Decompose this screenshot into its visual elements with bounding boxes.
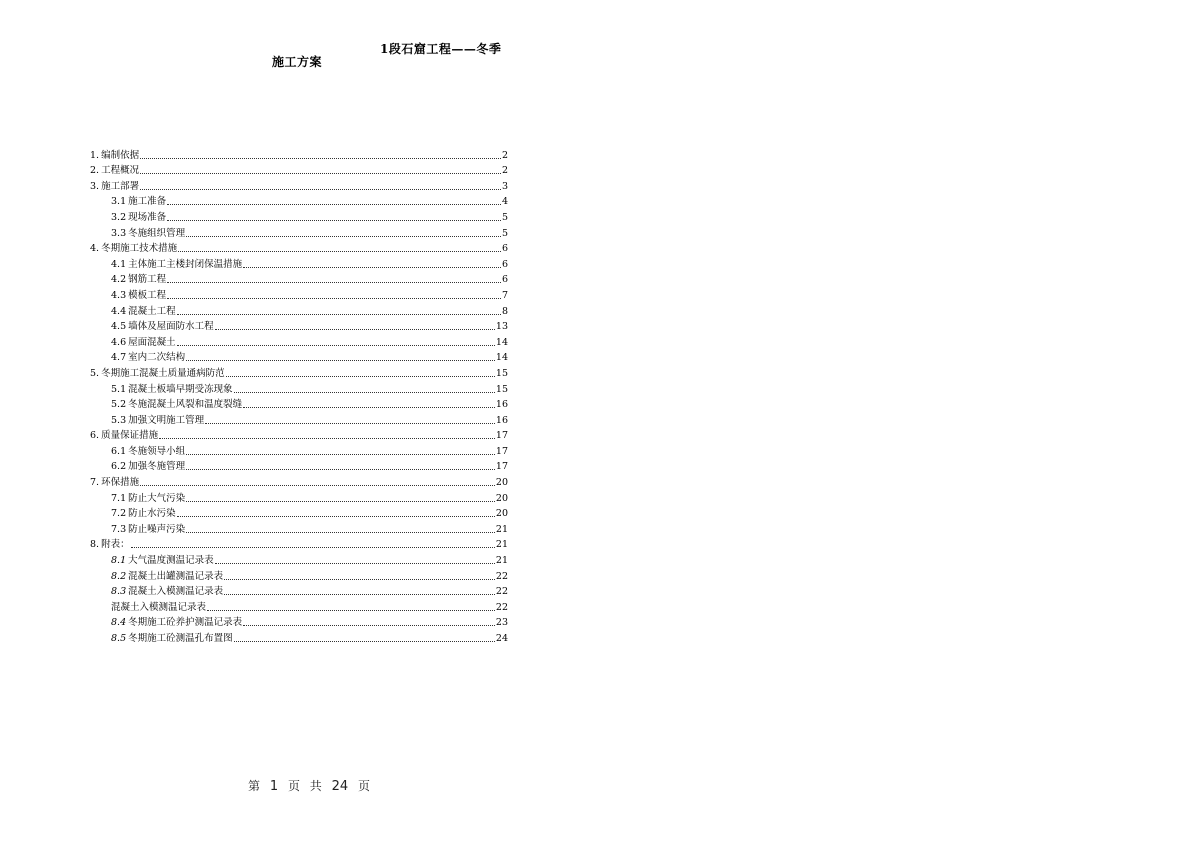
toc-entry[interactable] <box>90 411 508 427</box>
toc-dot-leader <box>178 251 501 252</box>
toc-entry[interactable] <box>90 224 508 240</box>
toc-entry-number: 8.4 <box>111 617 127 629</box>
toc-entry[interactable] <box>90 427 508 443</box>
toc-dot-leader <box>186 360 495 361</box>
toc-entry[interactable] <box>90 286 508 302</box>
toc-entry-number: 4. <box>90 243 100 255</box>
toc-entry-page-number: 6 <box>501 258 508 270</box>
toc-entry-text: 冬期施工砼养护测温记录表 <box>128 617 243 629</box>
toc-entry-text: 加强文明施工管理 <box>128 414 205 426</box>
toc-entry-page-number: 3 <box>501 180 508 192</box>
toc-entry[interactable] <box>90 302 508 318</box>
toc-entry[interactable] <box>90 333 508 349</box>
toc-entry-text: 冬期施工技术措施 <box>101 243 178 255</box>
toc-dot-leader <box>186 236 501 237</box>
toc-entry-number: 3.3 <box>111 227 127 239</box>
toc-entry-text: 冬施领导小组 <box>128 445 186 457</box>
toc-entry-number: 8.3 <box>111 586 127 598</box>
footer-label-gong: 共 <box>309 779 322 793</box>
toc-entry-number: 7.1 <box>111 492 127 504</box>
toc-entry-page-number: 2 <box>501 149 508 161</box>
toc-entry[interactable] <box>90 505 508 521</box>
toc-entry[interactable] <box>90 349 508 365</box>
toc-dot-leader <box>186 454 495 455</box>
toc-entry-number: 6. <box>90 430 100 442</box>
toc-entry-page-number: 4 <box>501 196 508 208</box>
toc-entry[interactable] <box>90 458 508 474</box>
page-footer <box>248 777 376 794</box>
document-title-line2: 施工方案 <box>272 55 323 69</box>
toc-entry-text: 混凝土入模测温记录表 <box>128 586 224 598</box>
toc-dot-leader <box>140 189 501 190</box>
toc-entry[interactable] <box>90 396 508 412</box>
toc-entry-number: 3. <box>90 180 100 192</box>
toc-entry-number: 4.7 <box>111 352 127 364</box>
toc-entry[interactable] <box>90 629 508 645</box>
toc-entry-text: 冬施组织管理 <box>128 227 186 239</box>
toc-entry-page-number: 16 <box>495 399 508 411</box>
toc-entry[interactable] <box>90 364 508 380</box>
toc-entry-text: 墙体及屋面防水工程 <box>128 321 214 333</box>
toc-entry-page-number: 17 <box>495 445 508 457</box>
toc-entry-text: 混凝土板墙早期受冻现象 <box>128 383 233 395</box>
toc-entry-page-number: 22 <box>495 601 508 613</box>
toc-entry[interactable] <box>90 255 508 271</box>
toc-entry-text: 防止水污染 <box>128 508 176 520</box>
toc-entry-page-number: 22 <box>495 570 508 582</box>
toc-entry-page-number: 5 <box>501 211 508 223</box>
toc-entry-page-number: 21 <box>495 523 508 535</box>
toc-entry-text: 现场准备 <box>128 211 167 223</box>
toc-entry[interactable] <box>90 489 508 505</box>
toc-dot-leader <box>215 563 495 564</box>
toc-entry-text: 编制依据 <box>101 149 140 161</box>
toc-dot-leader <box>167 282 501 283</box>
toc-dot-leader <box>167 220 501 221</box>
toc-dot-leader <box>177 314 501 315</box>
toc-entry-number: 4.4 <box>111 305 127 317</box>
toc-entry-page-number: 6 <box>501 243 508 255</box>
toc-dot-leader <box>177 345 495 346</box>
toc-entry-page-number: 8 <box>501 305 508 317</box>
toc-dot-leader <box>177 516 495 517</box>
footer-current-page: 1 <box>269 779 279 794</box>
toc-entry-text: 主体施工主楼封闭保温措施 <box>128 258 243 270</box>
toc-dot-leader <box>167 298 501 299</box>
toc-entry[interactable] <box>90 177 508 193</box>
toc-entry-page-number: 6 <box>501 274 508 286</box>
footer-total-pages: 24 <box>331 779 349 794</box>
toc-entry-number: 6.1 <box>111 445 127 457</box>
toc-dot-leader <box>215 329 495 330</box>
toc-entry-text: 加强冬施管理 <box>128 461 186 473</box>
toc-entry-text: 施工部署 <box>101 180 140 192</box>
footer-label-ye: 页 <box>287 779 300 793</box>
toc-dot-leader <box>234 392 495 393</box>
toc-entry[interactable] <box>90 567 508 583</box>
toc-entry-number: 4.5 <box>111 321 127 333</box>
toc-entry[interactable] <box>90 536 508 552</box>
toc-dot-leader <box>159 438 495 439</box>
toc-dot-leader <box>140 173 501 174</box>
toc-entry-text: 附表： <box>101 539 130 551</box>
toc-entry-text: 工程概况 <box>101 165 140 177</box>
toc-dot-leader <box>186 469 495 470</box>
toc-entry-page-number: 20 <box>495 508 508 520</box>
toc-entry-text: 防止噪声污染 <box>128 523 186 535</box>
toc-entry-text: 防止大气污染 <box>128 492 186 504</box>
toc-entry-text: 混凝土工程 <box>128 305 176 317</box>
toc-dot-leader <box>243 267 501 268</box>
toc-entry-number: 2. <box>90 165 100 177</box>
toc-dot-leader <box>186 501 495 502</box>
toc-entry-page-number: 17 <box>495 430 508 442</box>
toc-entry-text: 钢筋工程 <box>128 274 167 286</box>
toc-entry-page-number: 14 <box>495 336 508 348</box>
toc-entry-page-number: 22 <box>495 586 508 598</box>
toc-dot-leader <box>140 158 501 159</box>
toc-entry[interactable] <box>90 442 508 458</box>
toc-entry-text: 混凝土入模测温记录表 <box>111 601 207 613</box>
toc-dot-leader <box>243 407 495 408</box>
document-title-line1: 1段石窟工程——冬季 <box>380 42 502 56</box>
toc-entry-text: 冬期施工混凝土质量通病防范 <box>101 367 225 379</box>
toc-entry-page-number: 21 <box>495 555 508 567</box>
toc-entry-text: 室内二次结构 <box>128 352 186 364</box>
toc-entry-text: 屋面混凝土 <box>128 336 176 348</box>
toc-entry[interactable] <box>90 598 508 614</box>
toc-entry-number: 5.1 <box>111 383 127 395</box>
toc-entry-text: 质量保证措施 <box>101 430 159 442</box>
toc-entry-text: 混凝土出罐测温记录表 <box>128 570 224 582</box>
toc-entry-page-number: 2 <box>501 165 508 177</box>
toc-dot-leader <box>224 594 495 595</box>
toc-entry-page-number: 23 <box>495 617 508 629</box>
toc-entry-number: 6.2 <box>111 461 127 473</box>
toc-entry-page-number: 20 <box>495 477 508 489</box>
toc-entry-number: 8.1 <box>111 555 127 567</box>
toc-entry-page-number: 15 <box>495 367 508 379</box>
toc-entry[interactable] <box>90 473 508 489</box>
toc-dot-leader <box>234 641 495 642</box>
toc-entry-text: 冬施混凝土风裂和温度裂缝 <box>128 399 243 411</box>
toc-entry[interactable] <box>90 583 508 599</box>
toc-entry-page-number: 16 <box>495 414 508 426</box>
footer-label-ye-end: 页 <box>358 779 371 793</box>
table-of-contents <box>90 146 508 645</box>
toc-entry[interactable] <box>90 271 508 287</box>
toc-entry[interactable] <box>90 146 508 162</box>
toc-entry-number: 3.1 <box>111 196 127 208</box>
toc-entry-page-number: 21 <box>495 539 508 551</box>
toc-entry-text: 环保措施 <box>101 477 140 489</box>
toc-entry-text: 施工准备 <box>128 196 167 208</box>
toc-dot-leader <box>186 532 495 533</box>
toc-entry-number: 4.6 <box>111 336 127 348</box>
toc-entry[interactable] <box>90 551 508 567</box>
toc-entry-number: 7.3 <box>111 523 127 535</box>
toc-entry-text: 大气温度测温记录表 <box>128 555 214 567</box>
toc-dot-leader <box>224 579 495 580</box>
toc-entry-number: 4.1 <box>111 258 127 270</box>
toc-entry[interactable] <box>90 380 508 396</box>
toc-entry-page-number: 17 <box>495 461 508 473</box>
toc-entry[interactable] <box>90 240 508 256</box>
toc-entry[interactable] <box>90 614 508 630</box>
toc-dot-leader <box>226 376 495 377</box>
toc-entry[interactable] <box>90 318 508 334</box>
toc-entry-number: 7. <box>90 477 100 489</box>
toc-entry[interactable] <box>90 208 508 224</box>
toc-dot-leader <box>207 610 495 611</box>
toc-entry-number: 8.2 <box>111 570 127 582</box>
toc-entry-page-number: 24 <box>495 633 508 644</box>
toc-entry-number: 5.3 <box>111 414 127 426</box>
toc-entry-page-number: 14 <box>495 352 508 364</box>
toc-entry-number: 3.2 <box>111 211 127 223</box>
toc-entry-number: 1. <box>90 149 100 161</box>
toc-entry-text: 冬期施工砼测温孔布置图 <box>128 633 233 644</box>
toc-entry-number: 4.2 <box>111 274 127 286</box>
toc-entry-number: 8. <box>90 539 100 551</box>
toc-entry-number: 7.2 <box>111 508 127 520</box>
toc-entry-number: 5.2 <box>111 399 127 411</box>
toc-entry-page-number: 15 <box>495 383 508 395</box>
toc-entry[interactable] <box>90 520 508 536</box>
toc-entry-text: 模板工程 <box>128 289 167 301</box>
toc-dot-leader <box>167 204 501 205</box>
toc-dot-leader <box>243 625 495 626</box>
toc-entry-page-number: 13 <box>495 321 508 333</box>
toc-entry-page-number: 5 <box>501 227 508 239</box>
toc-entry[interactable] <box>90 193 508 209</box>
toc-entry-number: 5. <box>90 367 100 379</box>
toc-entry-number: 8.5 <box>111 633 127 644</box>
toc-entry[interactable] <box>90 162 508 178</box>
toc-entry-number: 4.3 <box>111 289 127 301</box>
footer-label-di: 第 <box>248 779 261 793</box>
toc-dot-leader <box>131 547 495 548</box>
toc-dot-leader <box>205 423 495 424</box>
toc-entry-page-number: 7 <box>501 289 508 301</box>
toc-entry-page-number: 20 <box>495 492 508 504</box>
toc-dot-leader <box>140 485 495 486</box>
